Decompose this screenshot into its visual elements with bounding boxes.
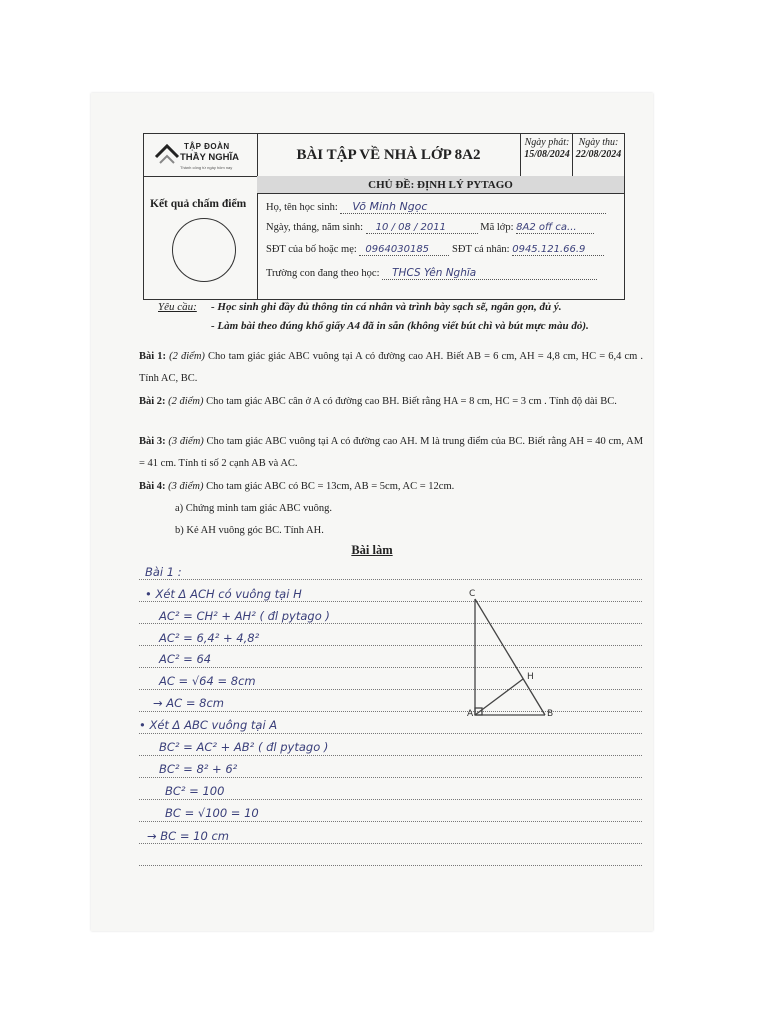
answer-line-6: AC = √64 = 8cm: [159, 674, 256, 688]
issue-date-cell: [522, 137, 572, 161]
student-dob-value: 10 / 08 / 2011: [375, 222, 446, 233]
ruled-line: [139, 865, 642, 867]
vertex-h-label: H: [527, 672, 534, 682]
problem-3: [139, 431, 643, 475]
answer-line-11: BC² = 100: [165, 784, 225, 798]
ruled-line: [139, 733, 642, 735]
collect-date-label: Ngày thu:: [578, 137, 619, 148]
problem-1-text: Cho tam giác giác ABC vuông tại A có đường cao AH. Biết AB = 6 cm, AH = 4,8 cm, HC = 6,4 cm . Tính AC, BC.: [139, 351, 644, 384]
problem-1: [139, 346, 643, 390]
ruled-line: [139, 821, 642, 823]
problem-3-label: Bài 3:: [139, 436, 166, 447]
issue-date-value: 15/08/2024: [524, 149, 570, 160]
logo: [144, 134, 257, 176]
student-name-value: Võ Minh Ngọc: [352, 200, 428, 213]
student-name-label: Họ, tên học sinh:: [266, 202, 338, 213]
triangle-diagram: [451, 587, 571, 727]
logo-mark-icon: [154, 143, 180, 167]
problem-4-part-a: a) Chứng minh tam giác ABC vuông.: [175, 503, 333, 514]
logo-text-main: THẦY NGHĨA: [180, 152, 239, 163]
worksheet-page: [91, 93, 653, 931]
class-code-value: 8A2 off ca...: [516, 222, 577, 233]
problem-1-points: (2 điểm): [169, 351, 205, 362]
ruled-line: [139, 777, 642, 779]
school-value: THCS Yên Nghĩa: [392, 267, 477, 279]
answer-line-13: → BC = 10 cm: [147, 829, 229, 843]
school-row: [266, 267, 597, 280]
logo-text-top: TẬP ĐOÀN: [184, 142, 230, 151]
answer-line-2: • Xét Δ ACH có vuông tại H: [145, 587, 302, 601]
problem-1-label: Bài 1:: [139, 351, 167, 362]
own-phone-label: SĐT cá nhân:: [452, 244, 510, 255]
vertex-b-label: B: [547, 709, 554, 719]
problem-4-part-b: b) Kẻ AH vuông góc BC. Tính AH.: [175, 525, 324, 536]
vertex-a-label: A: [467, 709, 474, 719]
ruled-line: [139, 799, 642, 801]
requirements-label: Yêu cầu:: [158, 301, 197, 313]
ruled-line: [139, 843, 642, 845]
subject-banner: CHỦ ĐỀ: ĐỊNH LÝ PYTAGO: [257, 176, 624, 193]
own-phone-value: 0945.121.66.9: [512, 244, 586, 255]
grading-result-title: Kết quả chấm điểm: [150, 198, 247, 210]
answer-line-10: BC² = 8² + 6²: [159, 762, 238, 776]
answer-line-4: AC² = 6,4² + 4,8²: [159, 631, 260, 645]
problem-4: [139, 476, 643, 498]
parent-phone-value: 0964030185: [365, 244, 430, 255]
problem-2-points: (2 điểm): [168, 396, 204, 407]
side-bc: [475, 599, 545, 715]
answer-line-1: Bài 1 :: [145, 565, 182, 579]
answer-line-7: → AC = 8cm: [153, 696, 224, 710]
student-dob-label: Ngày, tháng, năm sinh:: [266, 222, 364, 233]
answer-line-8: • Xét Δ ABC vuông tại A: [139, 718, 278, 732]
answer-line-12: BC = √100 = 10: [165, 806, 259, 820]
ruled-line: [139, 579, 642, 581]
problem-2-label: Bài 2:: [139, 396, 166, 407]
student-dob-row: [266, 222, 594, 234]
problem-2: [139, 391, 643, 413]
requirement-line-2: - Làm bài theo đúng khổ giấy A4 đã in sẵn (không viết bút chì và bút mực màu đỏ).: [211, 320, 589, 332]
problem-4-label: Bài 4:: [139, 481, 166, 492]
phone-row: [266, 244, 604, 256]
page-title: BÀI TẬP VỀ NHÀ LỚP 8A2: [296, 146, 481, 163]
answer-line-3: AC² = CH² + AH² ( đl pytago ): [159, 609, 330, 623]
logo-tagline: Thành công từ ngày hôm nay: [180, 165, 233, 170]
parent-phone-label: SĐT của bố hoặc mẹ:: [266, 244, 357, 255]
collect-date-cell: [573, 137, 624, 161]
collect-date-value: 22/08/2024: [575, 149, 622, 160]
school-label: Trường con đang theo học:: [266, 268, 380, 279]
solution-title: Bài làm: [351, 543, 393, 557]
problem-4-points: (3 điểm): [168, 481, 204, 492]
class-code-label: Mã lớp:: [480, 222, 514, 233]
ruled-line: [139, 755, 642, 757]
problem-3-points: (3 điểm): [168, 436, 204, 447]
header-table: [143, 133, 625, 300]
problem-4-text: Cho tam giác ABC có BC = 13cm, AB = 5cm, AC = 12cm.: [206, 481, 455, 492]
answer-line-9: BC² = AC² + AB² ( đl pytago ): [159, 740, 329, 754]
issue-date-label: Ngày phát:: [524, 137, 570, 148]
vertex-c-label: C: [469, 589, 476, 599]
requirement-line-1: - Học sinh ghi đầy đủ thông tin cá nhân và trình bày sạch sẽ, ngắn gọn, đủ ý.: [211, 301, 562, 313]
problem-3-text: Cho tam giác ABC vuông tại A có đường cao AH. M là trung điểm của BC. Biết rằng AH = 40 cm, AM = 41 cm. Tính tỉ số 2 cạnh AB và AC.: [139, 436, 644, 469]
answer-line-5: AC² = 64: [159, 652, 212, 666]
problem-2-text: Cho tam giác ABC cân ở A có đường cao BH. Biết rằng HA = 8 cm, HC = 3 cm . Tính độ dài BC.: [206, 396, 617, 407]
grade-circle: [172, 218, 236, 282]
student-name-row: [266, 200, 606, 214]
